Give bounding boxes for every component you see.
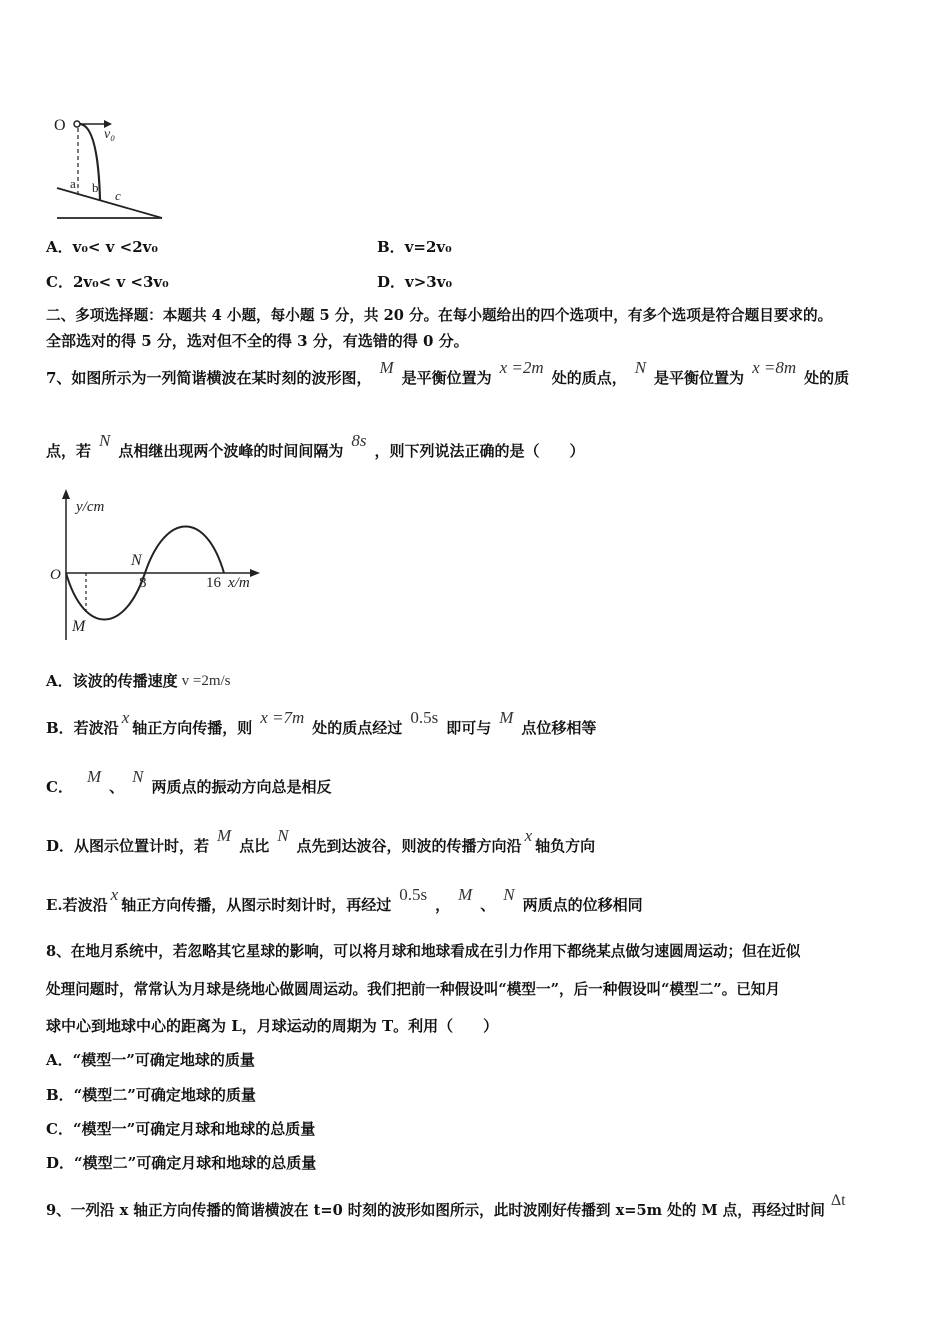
q7-text-5: 处的质: [804, 369, 850, 387]
q7-option-b-t3: 处的质点经过: [312, 719, 403, 737]
q7-option-d: [46, 826, 596, 856]
q9-math-dt: Δt: [830, 1192, 846, 1209]
q7-option-e-N: N: [503, 885, 515, 904]
q7-wave-graph: [44, 485, 274, 645]
q7-option-e-t3: ，: [435, 896, 451, 914]
x-axis-arrow: [250, 569, 260, 577]
q7-stem-line2: [46, 431, 585, 461]
section2-line2: 全部选对的得 5 分，选对但不全的得 3 分，有选错的得 0 分。: [46, 332, 469, 350]
q8-option-c: C．“模型一”可确定月球和地球的总质量: [46, 1120, 316, 1138]
x-axis-label: x/m: [228, 575, 250, 591]
tick-16: 16: [206, 575, 221, 591]
q7-option-c-t1: C．: [46, 778, 73, 796]
q6-option-a: [46, 237, 158, 257]
q8-line3: 球中心到地球中心的距离为 L，月球运动的周期为 T。利用（ ）: [46, 1017, 499, 1035]
q6-option-a-text: v₀< v <2v₀: [72, 238, 158, 256]
label-v0: v₀: [104, 127, 116, 142]
y-axis-label: y/cm: [76, 499, 105, 515]
q6-option-d-letter: D．: [377, 273, 406, 291]
q7-math-8s: 8s: [351, 431, 367, 450]
q7-option-e-t2: 轴正方向传播，从图示时刻计时，再经过: [121, 896, 392, 914]
q7-math-x2m: x =2m: [499, 358, 544, 377]
q7-option-b-t2: 轴正方向传播，则: [132, 719, 253, 737]
q6-option-b-text: v=2v₀: [404, 238, 452, 256]
q8-option-b: B．“模型二”可确定地球的质量: [46, 1086, 256, 1104]
q7-option-e-M: M: [458, 885, 473, 904]
origin-label: O: [50, 567, 61, 583]
q7-option-b-t05: 0.5s: [410, 708, 439, 727]
q7-option-c-sep: 、: [109, 778, 125, 796]
q7-text-7: 点相继出现两个波峰的时间间隔为: [118, 442, 344, 460]
q8-line1: 8、在地月系统中，若忽略其它星球的影响，可以将月球和地球看成在引力作用下都绕某点做匀速圆周运动；但在近似: [46, 943, 801, 960]
q7-option-b-x7: x =7m: [260, 708, 305, 727]
q7-math-N: N: [634, 358, 647, 377]
q7-option-d-t4: 轴负方向: [535, 837, 596, 855]
q7-stem-line1: [46, 358, 850, 388]
q9-text: 9、一列沿 x 轴正方向传播的简谐横波在 t=0 时刻的波形如图所示，此时波刚好传播到 x=5m 处的 M 点，再经过时间: [46, 1202, 825, 1219]
q7-option-b-t4: 即可与: [446, 719, 492, 737]
q7-option-b-M: M: [499, 708, 514, 727]
q7-option-e-t05: 0.5s: [399, 885, 428, 904]
q7-option-e-t1: E.若波沿: [46, 896, 108, 914]
point-M-label: M: [72, 618, 86, 635]
q8-line2: 处理问题时，常常认为月球是绕地心做圆周运动。我们把前一种假设叫“模型一”，后一种假设叫“模型二”。已知月: [46, 981, 781, 998]
q7-option-a-text: A．该波的传播速度: [46, 672, 178, 690]
q7-option-a: [46, 671, 239, 692]
q7-option-d-N: N: [277, 826, 289, 845]
q7-math-M: M: [379, 358, 394, 377]
q7-option-d-t1: D．从图示位置计时，若: [46, 837, 210, 855]
label-c: c: [115, 188, 121, 203]
label-a: a: [70, 176, 76, 191]
y-axis-arrow: [62, 489, 70, 499]
q7-text-4: 是平衡位置为: [654, 369, 745, 387]
q6-option-b: [377, 237, 452, 257]
incline-surface: [57, 188, 162, 218]
q6-option-d: [377, 272, 452, 292]
q7-option-d-M: M: [217, 826, 232, 845]
q7-option-e: [46, 885, 643, 915]
q9-line1: [46, 1192, 854, 1221]
q7-math-N2: N: [99, 431, 111, 450]
q7-option-e-x: x: [110, 885, 119, 904]
tick-8: 8: [139, 575, 147, 591]
q7-text-8: ，则下列说法正确的是（ ）: [374, 442, 585, 460]
q6-option-d-text: v>3v₀: [405, 273, 453, 291]
incline-projectile-figure: [52, 110, 172, 225]
q7-option-b: [46, 708, 597, 738]
q8-option-a: A．“模型一”可确定地球的质量: [46, 1051, 255, 1069]
q7-text-3: 处的质点，: [551, 369, 627, 387]
q8-option-d: D．“模型二”可确定月球和地球的总质量: [46, 1154, 317, 1172]
q7-option-b-x: x: [121, 708, 130, 727]
q7-option-d-t3: 点先到达波谷，则波的传播方向沿: [296, 837, 522, 855]
label-origin-O: O: [54, 117, 66, 134]
q7-option-d-x: x: [524, 826, 533, 845]
q7-option-c-N: N: [132, 767, 144, 786]
launch-point: [74, 121, 80, 127]
q6-option-c: [46, 272, 169, 292]
point-N-label: N: [131, 552, 142, 569]
label-b: b: [92, 180, 99, 195]
q6-option-c-letter: C．: [46, 273, 73, 291]
q7-text-1: 7、如图所示为一列简谐横波在某时刻的波形图，: [46, 369, 372, 387]
q7-option-e-sep: 、: [480, 896, 496, 914]
q7-option-a-math: v =2m/s: [181, 673, 231, 689]
section2-line1: 二、多项选择题：本题共 4 小题，每小题 5 分，共 20 分。在每小题给出的四个选项中，有多个选项是符合题目要求的。: [46, 307, 833, 324]
q7-option-c-M: M: [86, 767, 102, 786]
q6-option-c-text: 2v₀< v <3v₀: [72, 273, 169, 291]
q7-option-c: [46, 767, 332, 797]
q7-option-b-t5: 点位移相等: [521, 719, 597, 737]
q6-option-b-letter: B．: [377, 238, 405, 256]
q6-option-a-letter: A．: [46, 238, 73, 256]
q7-option-d-t2: 点比: [239, 837, 270, 855]
q7-option-e-t4: 两质点的位移相同: [522, 896, 643, 914]
q7-text-2: 是平衡位置为: [401, 369, 492, 387]
q7-option-b-t1: B．若波沿: [46, 719, 119, 737]
q7-text-6: 点，若: [46, 442, 92, 460]
q7-option-c-t2: 两质点的振动方向总是相反: [151, 778, 332, 796]
q7-math-x8m: x =8m: [752, 358, 797, 377]
